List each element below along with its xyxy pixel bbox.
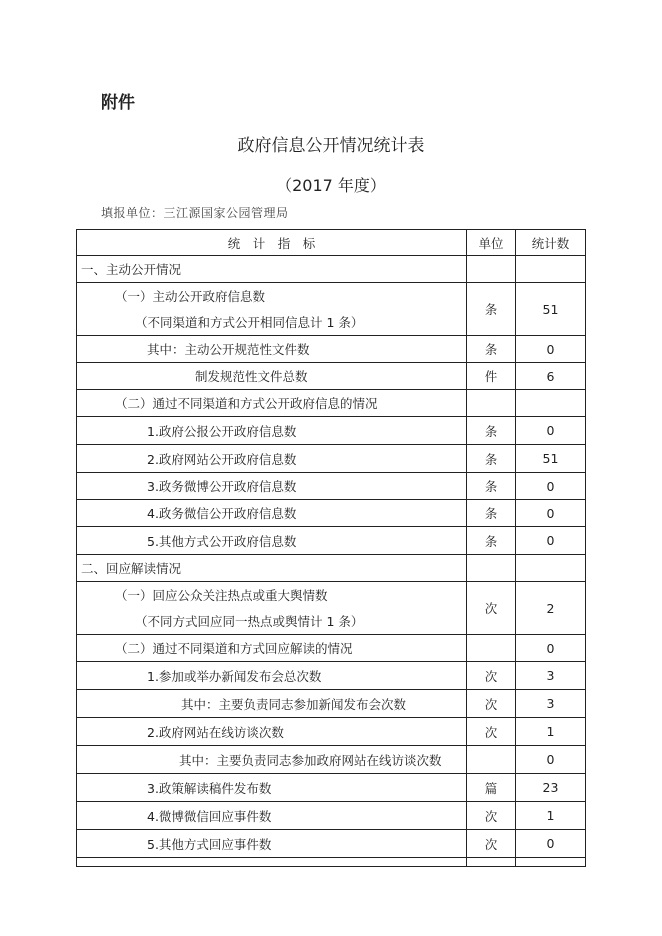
table-row (77, 390, 586, 417)
spacer-cell (467, 858, 516, 867)
reporting-unit: 填报单位：三江源国家公园管理局 (101, 206, 289, 220)
row-label-line2: （不同方式回应同一热点或舆情计 1 条） (135, 614, 364, 629)
row-count: 51 (516, 283, 586, 336)
row-label (77, 283, 467, 336)
table-row (77, 635, 586, 662)
row-label: 4.政务微信公开政府信息数 (77, 500, 467, 527)
row-label-line1: （一）主动公开政府信息数 (115, 289, 266, 304)
row-unit: 次 (467, 662, 516, 690)
table-row (77, 830, 586, 858)
row-unit (467, 390, 516, 417)
row-count: 0 (516, 473, 586, 500)
row-unit: 次 (467, 830, 516, 858)
row-label: 5.其他方式公开政府信息数 (77, 527, 467, 555)
table-row (77, 473, 586, 500)
row-label: 4.微博微信回应事件数 (77, 802, 467, 830)
row-unit: 条 (467, 417, 516, 445)
attachment-label: 附件 (101, 93, 135, 113)
table-header-row (77, 230, 586, 256)
row-count: 0 (516, 500, 586, 527)
row-label: 1.参加或举办新闻发布会总次数 (77, 662, 467, 690)
row-unit: 篇 (467, 774, 516, 802)
table-row (77, 256, 586, 283)
column-header-unit: 单位 (467, 230, 516, 256)
row-count: 0 (516, 417, 586, 445)
row-count (516, 555, 586, 582)
row-label (77, 582, 467, 635)
row-unit: 条 (467, 445, 516, 473)
table-row (77, 336, 586, 363)
row-count: 6 (516, 363, 586, 390)
row-unit: 次 (467, 582, 516, 635)
table-row (77, 363, 586, 390)
table-row (77, 283, 586, 336)
row-label: 其中：主要负责同志参加政府网站在线访谈次数 (77, 746, 467, 774)
spacer-cell (516, 858, 586, 867)
row-label: （二）通过不同渠道和方式公开政府信息的情况 (77, 390, 467, 417)
statistics-table (76, 229, 586, 867)
row-label: 2.政府网站在线访谈次数 (77, 718, 467, 746)
row-unit: 件 (467, 363, 516, 390)
row-count: 0 (516, 635, 586, 662)
table-row (77, 527, 586, 555)
row-count: 1 (516, 718, 586, 746)
row-label: 2.政府网站公开政府信息数 (77, 445, 467, 473)
spacer-cell (77, 858, 467, 867)
row-label-line2: （不同渠道和方式公开相同信息计 1 条） (135, 315, 364, 330)
column-header-count: 统计数 (516, 230, 586, 256)
row-label: 1.政府公报公开政府信息数 (77, 417, 467, 445)
row-count: 3 (516, 690, 586, 718)
row-label: 其中：主动公开规范性文件数 (77, 336, 467, 363)
table-row (77, 774, 586, 802)
column-header-indicator: 统 计 指 标 (77, 230, 467, 256)
row-unit (467, 635, 516, 662)
row-label: 3.政务微博公开政府信息数 (77, 473, 467, 500)
row-count: 0 (516, 746, 586, 774)
table-row (77, 417, 586, 445)
row-count: 1 (516, 802, 586, 830)
row-label: 5.其他方式回应事件数 (77, 830, 467, 858)
row-unit (467, 746, 516, 774)
table-row (77, 718, 586, 746)
table-row (77, 555, 586, 582)
row-label: 二、回应解读情况 (77, 555, 467, 582)
table-row (77, 582, 586, 635)
row-count: 51 (516, 445, 586, 473)
row-count: 23 (516, 774, 586, 802)
row-unit: 次 (467, 718, 516, 746)
row-unit: 次 (467, 802, 516, 830)
row-label: 制发规范性文件总数 (77, 363, 467, 390)
table-bottom-spacer (77, 858, 586, 867)
row-count: 3 (516, 662, 586, 690)
row-unit: 条 (467, 500, 516, 527)
row-count: 2 (516, 582, 586, 635)
row-label: 3.政策解读稿件发布数 (77, 774, 467, 802)
row-unit: 条 (467, 336, 516, 363)
table-row (77, 662, 586, 690)
row-unit: 次 (467, 690, 516, 718)
row-count: 0 (516, 527, 586, 555)
row-count: 0 (516, 830, 586, 858)
row-unit: 条 (467, 473, 516, 500)
row-label-line1: （一）回应公众关注热点或重大舆情数 (115, 588, 328, 603)
row-unit: 条 (467, 527, 516, 555)
row-unit (467, 555, 516, 582)
row-unit: 条 (467, 283, 516, 336)
table-row (77, 500, 586, 527)
page-title: 政府信息公开情况统计表 (237, 136, 425, 156)
row-count: 0 (516, 336, 586, 363)
table-row (77, 690, 586, 718)
report-year: （2017 年度） (276, 176, 386, 195)
row-label: 其中：主要负责同志参加新闻发布会次数 (77, 690, 467, 718)
table-row (77, 746, 586, 774)
row-count (516, 390, 586, 417)
row-label: （二）通过不同渠道和方式回应解读的情况 (77, 635, 467, 662)
table-row (77, 445, 586, 473)
table-row (77, 802, 586, 830)
row-unit (467, 256, 516, 283)
row-label: 一、主动公开情况 (77, 256, 467, 283)
row-count (516, 256, 586, 283)
